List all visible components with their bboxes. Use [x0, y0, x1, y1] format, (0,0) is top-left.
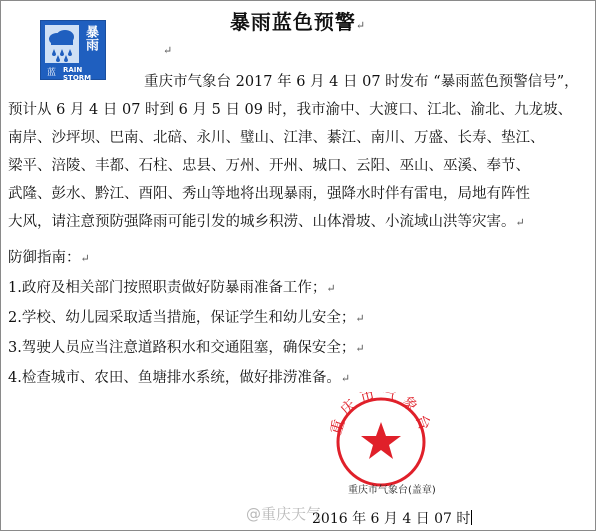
guide-item-2: 2.学校、幼儿园采取适当措施，保证学生和幼儿安全；↵ — [8, 310, 365, 326]
paragraph-mark: ↵ — [163, 44, 173, 57]
body-line-6: 大风，请注意预防强降雨可能引发的城乡积涝、山体滑坡、小流域山洪等灾害。↵ — [8, 214, 525, 230]
emblem-char: 暴雨 — [83, 25, 98, 51]
seal-caption: 重庆市气象台(盖章) — [348, 485, 436, 496]
issue-date: 2016 年 6 月 4 日 07 时 — [312, 511, 471, 527]
seal-arc-text: 重庆市气象台 — [326, 392, 436, 437]
guide-item-1: 1.政府及相关部门按照职责做好防暴雨准备工作；↵ — [8, 280, 336, 296]
weibo-watermark: @重庆天气 — [246, 505, 322, 523]
body-line-4: 梁平、涪陵、丰都、石柱、忠县、万州、开州、城口、云阳、巫山、巫溪、奉节、 — [8, 158, 530, 174]
guide-item-4: 4.检查城市、农田、鱼塘排水系统，做好排涝准备。↵ — [8, 370, 351, 386]
body-line-2: 预计从 6 月 4 日 07 时到 6 月 5 日 09 时，我市渝中、大渡口、江北、渝北、九龙坡、 — [8, 102, 573, 118]
title-text: 暴雨蓝色预警 — [229, 10, 356, 34]
guide-item-3: 3.驾驶人员应当注意道路积水和交通阻塞，确保安全；↵ — [8, 340, 365, 356]
star-icon — [361, 422, 401, 459]
official-seal — [326, 392, 436, 492]
guide-heading: 防御指南：↵ — [8, 250, 90, 266]
rainstorm-blue-emblem — [40, 20, 106, 80]
body-line-3: 南岸、沙坪坝、巴南、北碚、永川、璧山、江津、綦江、南川、万盛、长寿、垫江、 — [8, 130, 545, 146]
cloud-rain-icon — [45, 25, 79, 63]
text-cursor — [471, 510, 472, 525]
emblem-label-en: RAIN STORM — [63, 66, 92, 82]
body-line-5: 武隆、彭水、黔江、酉阳、秀山等地将出现暴雨，强降水时伴有雷电，局地有阵性 — [8, 186, 530, 202]
body-line-1: 重庆市气象台 2017 年 6 月 4 日 07 时发布 “暴雨蓝色预警信号”， — [144, 74, 579, 90]
emblem-label-cn: 蓝 — [47, 68, 57, 78]
paragraph-mark: ↵ — [355, 19, 367, 32]
